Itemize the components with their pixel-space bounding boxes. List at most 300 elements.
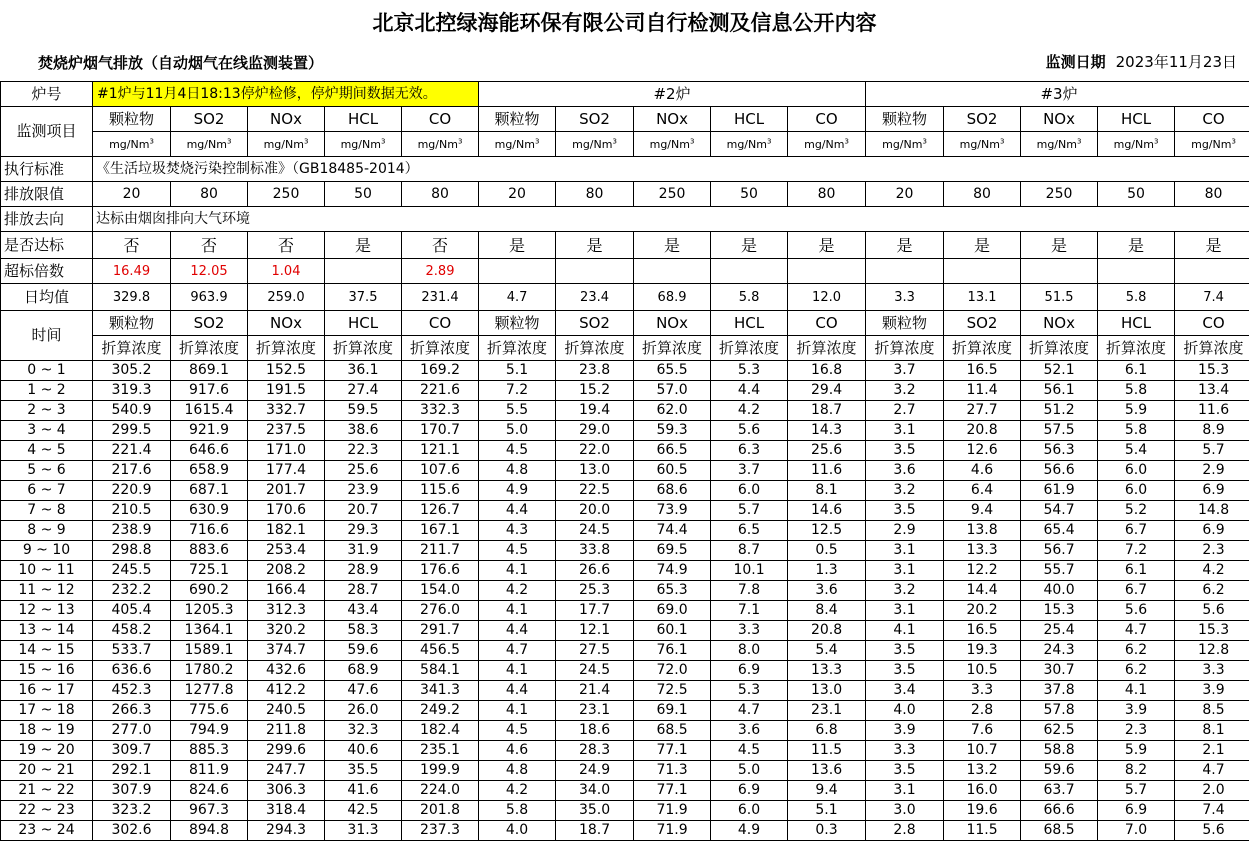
conc-label: 折算浓度 [479, 336, 556, 361]
unit-exponent: 3 [380, 136, 386, 145]
hour-value: 6.0 [711, 481, 788, 501]
hour-value: 77.1 [634, 741, 711, 761]
hour-value: 72.5 [634, 681, 711, 701]
hour-value: 15.3 [1021, 601, 1098, 621]
hour-value: 6.9 [1175, 481, 1249, 501]
hour-value: 8.9 [1175, 421, 1249, 441]
hour-value: 232.2 [93, 581, 171, 601]
exceed-value [556, 259, 634, 284]
limit-value: 250 [634, 182, 711, 207]
hour-value: 6.9 [1175, 521, 1249, 541]
limit-value: 80 [556, 182, 634, 207]
hour-row [1, 721, 1249, 741]
hour-value: 3.5 [866, 661, 944, 681]
hour-label: 0 ~ 1 [1, 361, 93, 381]
furnace1-note: #1炉与11月4日18:13停炉检修，停炉期间数据无效。 [93, 82, 479, 107]
hour-value: 24.9 [556, 761, 634, 781]
hour-value: 4.7 [711, 701, 788, 721]
emission-table [0, 81, 1249, 841]
hour-value: 5.6 [1175, 821, 1249, 841]
unit-cell [1021, 132, 1098, 157]
pollutant-header: HCL [711, 107, 788, 132]
hour-value: 8.1 [788, 481, 866, 501]
hour-value: 405.4 [93, 601, 171, 621]
unit-text: mg/Nm [186, 137, 227, 151]
conc-label: 折算浓度 [171, 336, 248, 361]
hour-value: 25.4 [1021, 621, 1098, 641]
daily-avg-value: 23.4 [556, 284, 634, 311]
hour-value: 15.3 [1175, 621, 1249, 641]
hour-value: 6.1 [1098, 561, 1175, 581]
hour-value: 6.2 [1098, 661, 1175, 681]
hour-value: 5.2 [1098, 501, 1175, 521]
unit-cell [944, 132, 1021, 157]
time-pollutant-header: 颗粒物 [479, 311, 556, 336]
hour-value: 25.6 [325, 461, 402, 481]
exceed-value: 16.49 [93, 259, 171, 284]
hour-value: 3.2 [866, 481, 944, 501]
compliant-value: 是 [866, 232, 944, 259]
hour-value: 29.4 [788, 381, 866, 401]
hour-value: 69.1 [634, 701, 711, 721]
unit-text: mg/Nm [263, 137, 304, 151]
hour-value: 4.2 [711, 401, 788, 421]
hour-value: 58.8 [1021, 741, 1098, 761]
hour-value: 59.6 [325, 641, 402, 661]
hour-value: 5.8 [1098, 421, 1175, 441]
hour-value: 217.6 [93, 461, 171, 481]
hour-row [1, 481, 1249, 501]
hour-value: 211.8 [248, 721, 325, 741]
hour-value: 8.4 [788, 601, 866, 621]
hour-value: 8.0 [711, 641, 788, 661]
date-label: 监测日期 [1045, 53, 1106, 71]
hour-value: 29.3 [325, 521, 402, 541]
hour-value: 917.6 [171, 381, 248, 401]
hour-value: 3.9 [866, 721, 944, 741]
hour-value: 6.8 [788, 721, 866, 741]
hour-value: 12.6 [944, 441, 1021, 461]
hour-value: 11.6 [1175, 401, 1249, 421]
hour-value: 7.6 [944, 721, 1021, 741]
exceed-value [711, 259, 788, 284]
hour-value: 4.7 [1098, 621, 1175, 641]
hour-value: 56.3 [1021, 441, 1098, 461]
hour-value: 166.4 [248, 581, 325, 601]
unit-text: mg/Nm [1191, 137, 1232, 151]
hour-value: 3.6 [711, 721, 788, 741]
hour-value: 341.3 [402, 681, 479, 701]
hour-value: 5.0 [479, 421, 556, 441]
hour-value: 65.5 [634, 361, 711, 381]
hour-value: 14.4 [944, 581, 1021, 601]
hour-value: 4.0 [479, 821, 556, 841]
limit-value: 250 [1021, 182, 1098, 207]
unit-cell [93, 132, 171, 157]
date-value: 2023年11月23日 [1115, 53, 1237, 71]
hour-value: 22.3 [325, 441, 402, 461]
hour-value: 5.9 [1098, 401, 1175, 421]
pollutant-header: CO [1175, 107, 1249, 132]
hour-value: 4.4 [711, 381, 788, 401]
hour-value: 921.9 [171, 421, 248, 441]
standard-row [1, 157, 1249, 182]
hour-value: 4.3 [479, 521, 556, 541]
hour-value: 885.3 [171, 741, 248, 761]
exceed-value [1098, 259, 1175, 284]
hour-value: 6.0 [1098, 461, 1175, 481]
hour-value: 3.0 [866, 801, 944, 821]
hour-value: 55.7 [1021, 561, 1098, 581]
hour-value: 20.0 [556, 501, 634, 521]
hour-value: 3.3 [866, 741, 944, 761]
hour-value: 2.0 [1175, 781, 1249, 801]
daily-avg-label: 日均值 [1, 284, 93, 311]
hour-value: 247.7 [248, 761, 325, 781]
pollutant-header: 颗粒物 [866, 107, 944, 132]
hour-value: 59.6 [1021, 761, 1098, 781]
exceed-label: 超标倍数 [1, 259, 93, 284]
hour-value: 5.6 [711, 421, 788, 441]
daily-avg-value: 12.0 [788, 284, 866, 311]
hour-value: 690.2 [171, 581, 248, 601]
time-pollutant-row [1, 311, 1249, 336]
compliant-value: 是 [1175, 232, 1249, 259]
hour-value: 3.4 [866, 681, 944, 701]
hour-value: 318.4 [248, 801, 325, 821]
hour-value: 27.5 [556, 641, 634, 661]
furnace2-header: #2炉 [479, 82, 866, 107]
compliant-value: 是 [1021, 232, 1098, 259]
hour-value: 26.0 [325, 701, 402, 721]
hour-value: 5.4 [788, 641, 866, 661]
hour-value: 7.4 [1175, 801, 1249, 821]
hour-value: 7.0 [1098, 821, 1175, 841]
hour-value: 27.4 [325, 381, 402, 401]
hour-value: 291.7 [402, 621, 479, 641]
hour-value: 307.9 [93, 781, 171, 801]
hour-value: 2.9 [1175, 461, 1249, 481]
hour-value: 5.7 [1098, 781, 1175, 801]
exceed-value [634, 259, 711, 284]
exceed-value [944, 259, 1021, 284]
hour-value: 4.1 [479, 561, 556, 581]
hour-value: 28.3 [556, 741, 634, 761]
conc-label-row [1, 336, 1249, 361]
hour-value: 60.5 [634, 461, 711, 481]
hour-value: 43.4 [325, 601, 402, 621]
hour-value: 2.3 [1098, 721, 1175, 741]
hour-value: 6.7 [1098, 581, 1175, 601]
pollutant-header: 颗粒物 [93, 107, 171, 132]
hour-value: 13.8 [944, 521, 1021, 541]
exceed-value [1021, 259, 1098, 284]
limit-value: 50 [711, 182, 788, 207]
conc-label: 折算浓度 [1021, 336, 1098, 361]
hour-value: 51.2 [1021, 401, 1098, 421]
daily-avg-row [1, 284, 1249, 311]
hour-value: 60.1 [634, 621, 711, 641]
hour-value: 11.5 [944, 821, 1021, 841]
unit-text: mg/Nm [649, 137, 690, 151]
hour-value: 4.9 [479, 481, 556, 501]
hour-value: 19.4 [556, 401, 634, 421]
hour-value: 1364.1 [171, 621, 248, 641]
exceed-value: 12.05 [171, 259, 248, 284]
hour-value: 1780.2 [171, 661, 248, 681]
hour-value: 4.2 [1175, 561, 1249, 581]
hour-value: 869.1 [171, 361, 248, 381]
hour-value: 6.4 [944, 481, 1021, 501]
hour-value: 30.7 [1021, 661, 1098, 681]
unit-cell [171, 132, 248, 157]
hour-value: 646.6 [171, 441, 248, 461]
hour-label: 12 ~ 13 [1, 601, 93, 621]
hour-label: 9 ~ 10 [1, 541, 93, 561]
hour-value: 3.1 [866, 561, 944, 581]
hour-value: 18.7 [788, 401, 866, 421]
daily-avg-value: 963.9 [171, 284, 248, 311]
hour-value: 74.9 [634, 561, 711, 581]
unit-exponent: 3 [689, 136, 695, 145]
hour-value: 12.5 [788, 521, 866, 541]
hour-row [1, 821, 1249, 841]
exceed-value [479, 259, 556, 284]
hour-value: 1589.1 [171, 641, 248, 661]
hour-value: 584.1 [402, 661, 479, 681]
hour-value: 306.3 [248, 781, 325, 801]
time-label: 时间 [1, 311, 93, 361]
furnace-label: 炉号 [1, 82, 93, 107]
hour-value: 4.1 [479, 601, 556, 621]
hour-value: 3.7 [711, 461, 788, 481]
unit-exponent: 3 [303, 136, 309, 145]
limit-row [1, 182, 1249, 207]
unit-exponent: 3 [149, 136, 154, 145]
hour-row [1, 661, 1249, 681]
hour-row [1, 801, 1249, 821]
conc-label: 折算浓度 [944, 336, 1021, 361]
hour-value: 23.1 [556, 701, 634, 721]
hour-value: 4.5 [479, 441, 556, 461]
hour-value: 208.2 [248, 561, 325, 581]
hour-label: 5 ~ 6 [1, 461, 93, 481]
hour-value: 210.5 [93, 501, 171, 521]
hour-value: 35.0 [556, 801, 634, 821]
hour-value: 14.3 [788, 421, 866, 441]
hour-label: 4 ~ 5 [1, 441, 93, 461]
furnace3-header: #3炉 [866, 82, 1249, 107]
hour-value: 5.9 [1098, 741, 1175, 761]
hour-value: 73.9 [634, 501, 711, 521]
exceed-value [1175, 259, 1249, 284]
hour-value: 5.3 [711, 361, 788, 381]
hour-value: 31.3 [325, 821, 402, 841]
hour-value: 2.7 [866, 401, 944, 421]
hour-value: 6.0 [1098, 481, 1175, 501]
hour-value: 630.9 [171, 501, 248, 521]
hour-row [1, 461, 1249, 481]
hour-value: 4.8 [479, 461, 556, 481]
hour-value: 5.8 [1098, 381, 1175, 401]
hour-value: 201.8 [402, 801, 479, 821]
unit-exponent: 3 [534, 136, 540, 145]
hour-value: 6.9 [1098, 801, 1175, 821]
hour-value: 4.2 [479, 781, 556, 801]
hour-value: 4.4 [479, 681, 556, 701]
hour-value: 309.7 [93, 741, 171, 761]
hour-value: 37.8 [1021, 681, 1098, 701]
hour-value: 452.3 [93, 681, 171, 701]
hour-label: 23 ~ 24 [1, 821, 93, 841]
hour-value: 191.5 [248, 381, 325, 401]
hour-label: 22 ~ 23 [1, 801, 93, 821]
hour-value: 1277.8 [171, 681, 248, 701]
hour-row [1, 561, 1249, 581]
hour-value: 13.4 [1175, 381, 1249, 401]
hour-value: 5.3 [711, 681, 788, 701]
hour-value: 68.9 [325, 661, 402, 681]
hour-value: 14.6 [788, 501, 866, 521]
hour-value: 6.9 [711, 661, 788, 681]
hour-label: 14 ~ 15 [1, 641, 93, 661]
unit-exponent: 3 [766, 136, 772, 145]
item-label: 监测项目 [1, 107, 93, 157]
time-pollutant-header: NOx [1021, 311, 1098, 336]
hour-value: 65.3 [634, 581, 711, 601]
compliant-value: 否 [93, 232, 171, 259]
unit-exponent: 3 [457, 136, 463, 145]
hour-value: 29.0 [556, 421, 634, 441]
exceed-value [325, 259, 402, 284]
compliant-value: 是 [479, 232, 556, 259]
hour-value: 4.5 [479, 541, 556, 561]
hour-label: 2 ~ 3 [1, 401, 93, 421]
hour-value: 277.0 [93, 721, 171, 741]
hour-value: 237.3 [402, 821, 479, 841]
hour-value: 299.6 [248, 741, 325, 761]
hour-value: 13.2 [944, 761, 1021, 781]
hour-value: 6.3 [711, 441, 788, 461]
hour-value: 3.9 [1098, 701, 1175, 721]
hour-value: 4.1 [866, 621, 944, 641]
hour-value: 4.7 [479, 641, 556, 661]
hour-value: 276.0 [402, 601, 479, 621]
hour-value: 412.2 [248, 681, 325, 701]
hour-row [1, 681, 1249, 701]
hour-label: 16 ~ 17 [1, 681, 93, 701]
hour-value: 3.5 [866, 641, 944, 661]
limit-value: 80 [944, 182, 1021, 207]
hour-value: 115.6 [402, 481, 479, 501]
hour-value: 294.3 [248, 821, 325, 841]
hour-value: 34.0 [556, 781, 634, 801]
daily-avg-value: 13.1 [944, 284, 1021, 311]
daily-avg-value: 5.8 [711, 284, 788, 311]
limit-value: 20 [93, 182, 171, 207]
daily-avg-value: 68.9 [634, 284, 711, 311]
hour-value: 3.1 [866, 541, 944, 561]
limit-value: 20 [479, 182, 556, 207]
hour-value: 240.5 [248, 701, 325, 721]
hour-value: 38.6 [325, 421, 402, 441]
hour-value: 154.0 [402, 581, 479, 601]
hour-value: 5.4 [1098, 441, 1175, 461]
hour-value: 4.0 [866, 701, 944, 721]
hour-value: 16.0 [944, 781, 1021, 801]
hour-value: 169.2 [402, 361, 479, 381]
hour-value: 22.5 [556, 481, 634, 501]
hour-value: 32.3 [325, 721, 402, 741]
hour-row [1, 601, 1249, 621]
hour-value: 10.1 [711, 561, 788, 581]
hour-row [1, 501, 1249, 521]
hour-value: 2.9 [866, 521, 944, 541]
hour-value: 7.2 [479, 381, 556, 401]
hour-row [1, 381, 1249, 401]
compliant-label: 是否达标 [1, 232, 93, 259]
time-pollutant-header: NOx [634, 311, 711, 336]
daily-avg-value: 51.5 [1021, 284, 1098, 311]
hour-value: 540.9 [93, 401, 171, 421]
hour-value: 7.8 [711, 581, 788, 601]
hour-value: 13.3 [788, 661, 866, 681]
hour-value: 238.9 [93, 521, 171, 541]
hour-value: 1.3 [788, 561, 866, 581]
hour-value: 58.3 [325, 621, 402, 641]
limit-label: 排放限值 [1, 182, 93, 207]
direction-text: 达标由烟囱排向大气环境 [93, 207, 1249, 232]
hour-value: 220.9 [93, 481, 171, 501]
hour-value: 3.3 [944, 681, 1021, 701]
pollutant-header: CO [788, 107, 866, 132]
hour-value: 56.7 [1021, 541, 1098, 561]
hour-value: 3.7 [866, 361, 944, 381]
hour-value: 21.4 [556, 681, 634, 701]
hour-row [1, 401, 1249, 421]
conc-label: 折算浓度 [93, 336, 171, 361]
hour-value: 13.6 [788, 761, 866, 781]
hour-value: 66.6 [1021, 801, 1098, 821]
hour-value: 31.9 [325, 541, 402, 561]
unit-exponent: 3 [999, 136, 1005, 145]
compliant-value: 是 [325, 232, 402, 259]
hour-value: 54.7 [1021, 501, 1098, 521]
hour-value: 33.8 [556, 541, 634, 561]
hour-value: 3.2 [866, 581, 944, 601]
unit-text: mg/Nm [726, 137, 767, 151]
unit-text: mg/Nm [1036, 137, 1077, 151]
hour-row [1, 701, 1249, 721]
hour-value: 5.0 [711, 761, 788, 781]
hour-value: 13.0 [556, 461, 634, 481]
hour-value: 7.2 [1098, 541, 1175, 561]
exceed-value: 1.04 [248, 259, 325, 284]
compliant-value: 是 [1098, 232, 1175, 259]
direction-row [1, 207, 1249, 232]
hour-value: 22.0 [556, 441, 634, 461]
time-pollutant-header: SO2 [556, 311, 634, 336]
hour-value: 456.5 [402, 641, 479, 661]
conc-label: 折算浓度 [788, 336, 866, 361]
hour-value: 23.1 [788, 701, 866, 721]
hour-value: 10.7 [944, 741, 1021, 761]
unit-cell [711, 132, 788, 157]
hour-value: 883.6 [171, 541, 248, 561]
hour-value: 374.7 [248, 641, 325, 661]
unit-exponent: 3 [922, 136, 927, 145]
hour-value: 224.0 [402, 781, 479, 801]
